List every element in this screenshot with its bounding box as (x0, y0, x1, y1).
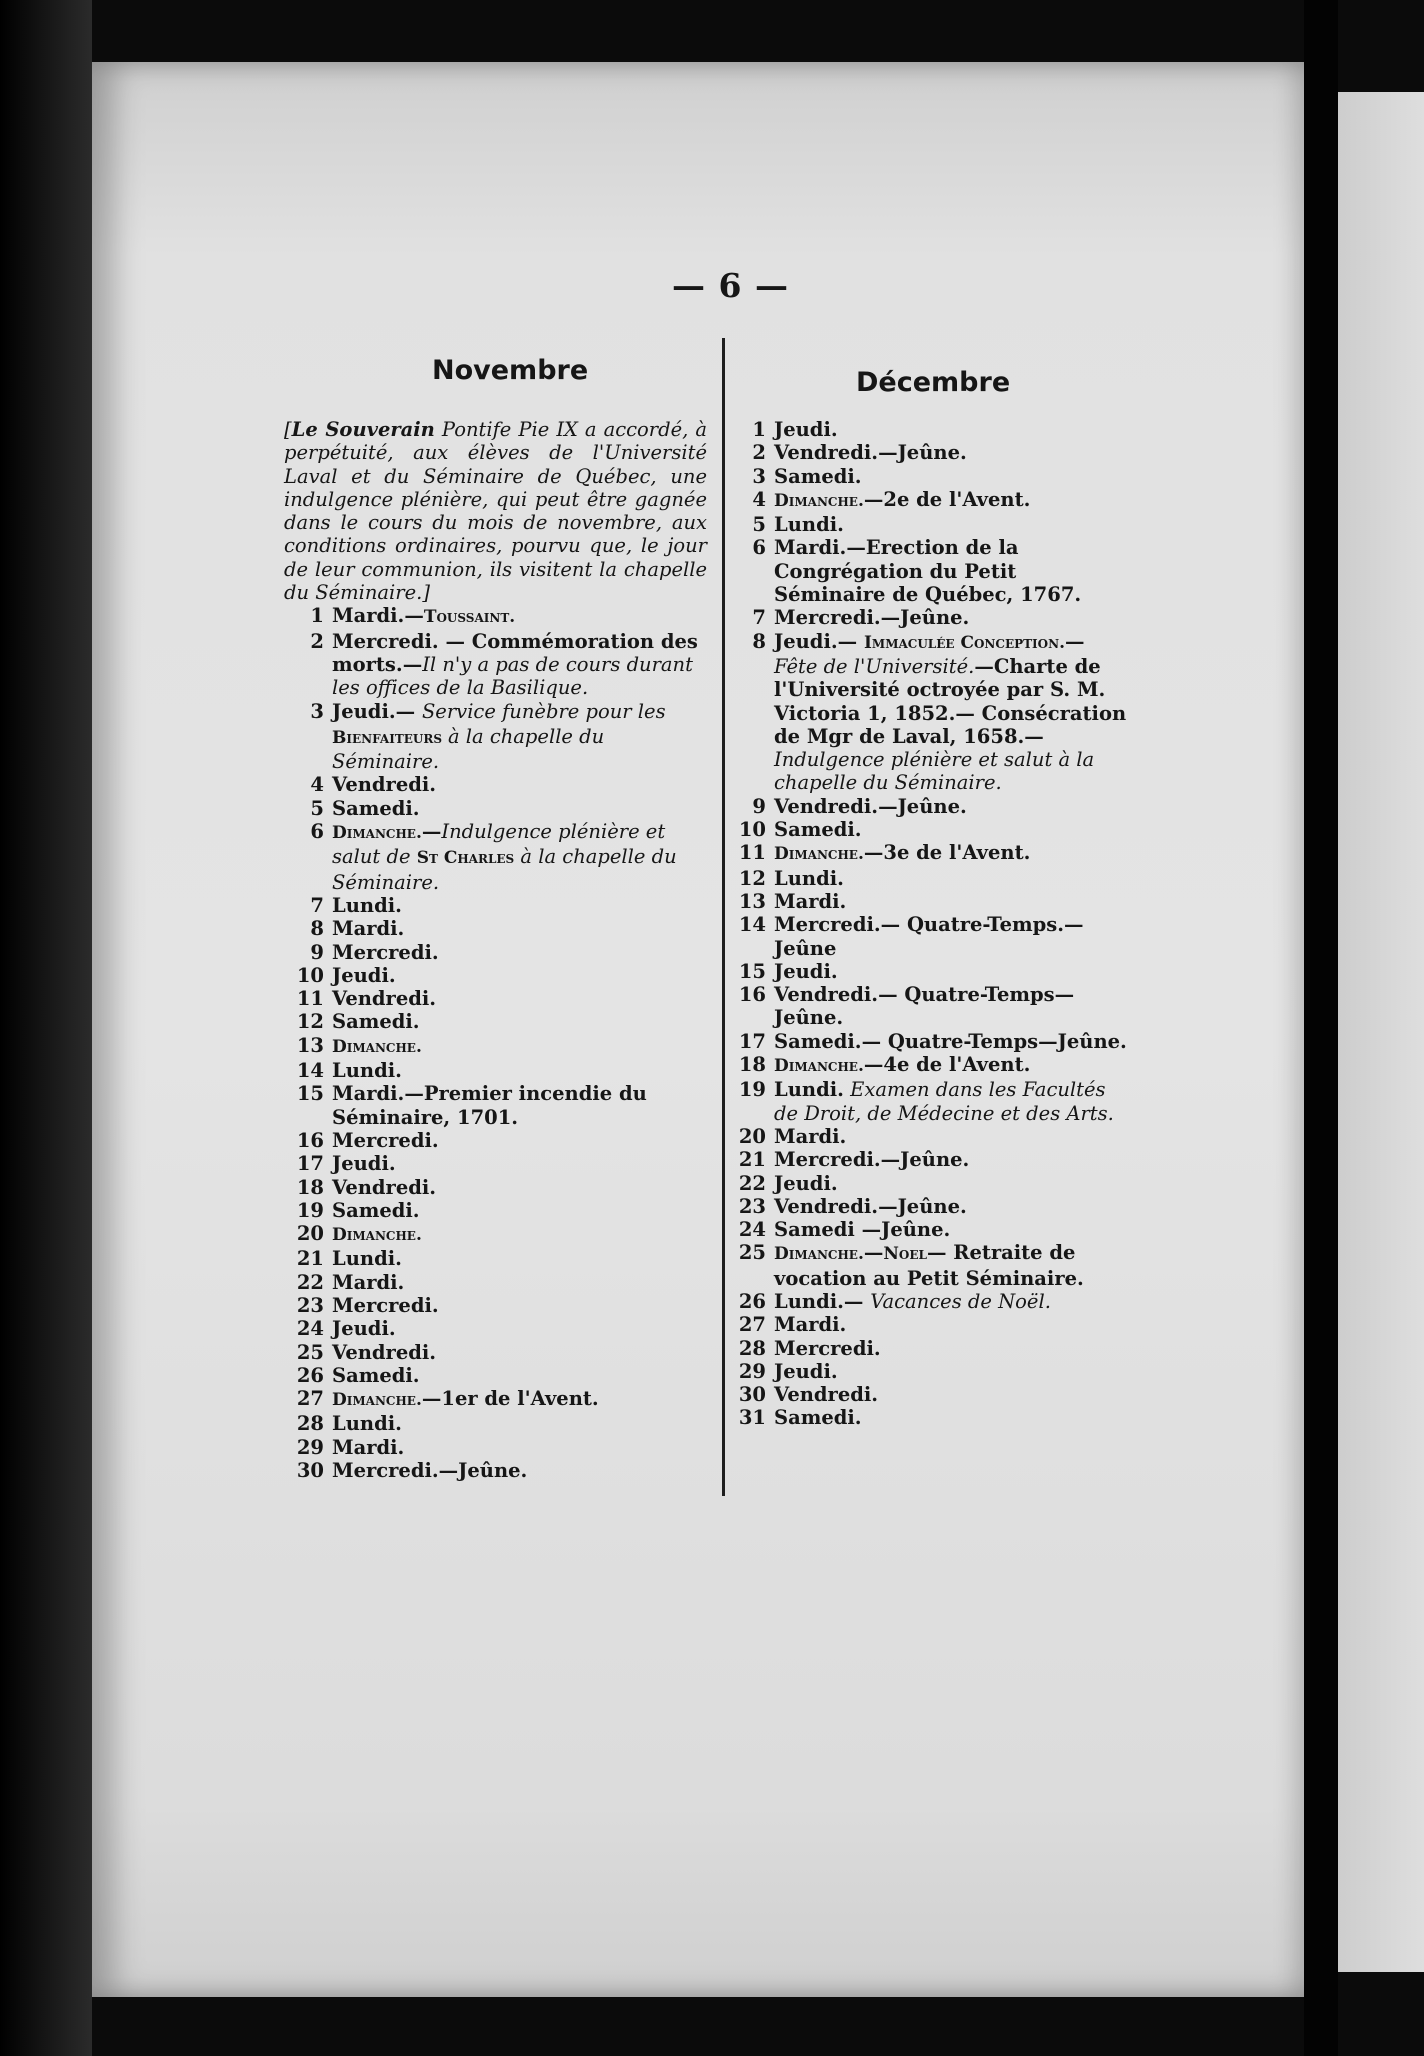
november-day-entry (292, 1364, 707, 1387)
day-number: 15 (296, 1082, 324, 1106)
text-run: — (837, 629, 864, 653)
december-day-entry (734, 630, 1130, 795)
day-number: 17 (738, 1029, 766, 1053)
day-number: 5 (310, 796, 324, 820)
december-day-entry (734, 1125, 1130, 1148)
day-number: 12 (296, 1010, 324, 1034)
text-run: Mercredi. (332, 1128, 439, 1152)
text-run: Examen dans les Facultés de Droit, de Médecine et des Arts. (774, 1078, 1114, 1125)
text-run: Indulgence plénière et salut de (332, 820, 666, 869)
december-day-entry (734, 1148, 1130, 1171)
december-day-entry (734, 960, 1130, 983)
text-run: Jeudi. (332, 699, 396, 723)
day-number: 4 (310, 773, 324, 797)
december-day-entry (734, 1406, 1130, 1429)
november-day-entry (292, 1436, 707, 1459)
december-column (734, 418, 1130, 1430)
text-run: —2e de l'Avent. (863, 487, 1031, 511)
day-number: 22 (738, 1171, 766, 1195)
text-run: Immaculée Conception. (863, 632, 1066, 653)
december-day-entry (734, 465, 1130, 488)
scan-gutter (1304, 0, 1338, 2056)
november-day-entry (292, 604, 707, 629)
page-number: — 6 — (672, 266, 789, 305)
november-day-entry (292, 1294, 707, 1317)
day-number: 25 (738, 1241, 766, 1265)
text-run: Dimanche. (332, 823, 422, 844)
text-run: — Commémoration des morts. (332, 629, 698, 676)
text-run: Jeudi. (774, 418, 838, 441)
november-day-entry (292, 1059, 707, 1082)
december-day-entry (734, 818, 1130, 841)
text-run: —4e de l'Avent. (863, 1053, 1031, 1077)
december-day-entry (734, 867, 1130, 890)
december-day-entry (734, 513, 1130, 536)
text-run: Lundi. (332, 1247, 402, 1271)
text-run: Toussaint. (423, 607, 516, 628)
november-column (284, 418, 708, 1483)
day-number: 21 (738, 1148, 766, 1172)
text-run: —Charte de l'Université octroyée par S. M. Victoria 1, 1852.— Consécration de Mgr de Laval, 1658.— (774, 654, 1127, 748)
text-run: Mercredi. (774, 606, 881, 630)
day-number: 10 (738, 818, 766, 842)
text-run: Lundi. (774, 513, 844, 537)
november-day-entry (292, 1271, 707, 1294)
text-run: Vendredi. (332, 773, 437, 797)
december-day-entry (734, 606, 1130, 629)
day-number: 26 (296, 1363, 324, 1387)
day-number: 18 (296, 1175, 324, 1199)
text-run: Mardi. (774, 1313, 847, 1337)
day-number: 16 (738, 983, 766, 1007)
day-number: 17 (296, 1152, 324, 1176)
november-day-entry (292, 1247, 707, 1270)
text-run: à la chapelle du Séminaire. (332, 845, 677, 894)
day-number: 23 (738, 1194, 766, 1218)
day-number: 11 (296, 987, 324, 1011)
text-run: Fête de l'Université. (774, 654, 975, 678)
text-run: Mercredi. (774, 1336, 881, 1360)
text-run: —3e de l'Avent. (863, 841, 1031, 865)
text-run: —Jeûne. (880, 606, 970, 630)
december-day-entry (734, 1337, 1130, 1360)
text-run: Samedi. (332, 1010, 420, 1034)
december-day-entry (734, 1030, 1130, 1053)
text-run: — (421, 820, 442, 844)
text-run: Vendredi. (774, 1194, 879, 1218)
day-number: 2 (310, 629, 324, 653)
text-run: — Quatre-Temps—Jeûne. (861, 1029, 1127, 1053)
text-run: [ (284, 418, 292, 441)
day-number: 1 (310, 604, 324, 628)
text-run: Mardi. (332, 1082, 405, 1106)
text-run: Samedi. (774, 818, 862, 842)
text-run: Mardi. (332, 604, 405, 628)
day-number: 29 (738, 1359, 766, 1383)
text-run: Samedi. (774, 1406, 862, 1430)
december-day-entry (734, 1360, 1130, 1383)
november-day-entry (292, 1034, 707, 1059)
november-entries (292, 604, 707, 1482)
day-number: 14 (738, 913, 766, 937)
scan-left-edge (0, 0, 92, 2056)
day-number: 11 (738, 841, 766, 865)
text-run: Samedi. (774, 464, 862, 488)
november-day-entry (292, 1199, 707, 1222)
text-run: Service funèbre pour les (421, 699, 666, 723)
day-number: 4 (752, 487, 766, 511)
day-number: 8 (310, 917, 324, 941)
text-run: Lundi. (774, 866, 844, 890)
text-run: Jeudi. (332, 963, 396, 987)
november-day-entry (292, 1341, 707, 1364)
december-day-entry (734, 1053, 1130, 1078)
text-run: Samedi. (332, 1198, 420, 1222)
day-number: 3 (310, 699, 324, 723)
text-run: Vendredi. (332, 1175, 437, 1199)
november-day-entry (292, 987, 707, 1010)
day-number: 28 (296, 1412, 324, 1436)
day-number: 20 (738, 1124, 766, 1148)
text-run: Mercredi. (332, 940, 439, 964)
december-day-entry (734, 1241, 1130, 1290)
text-run: Jeudi. (774, 1359, 838, 1383)
day-number: 16 (296, 1128, 324, 1152)
december-day-entry (734, 488, 1130, 513)
text-run: Vendredi. (774, 1383, 879, 1407)
text-run: Mercredi. (332, 629, 439, 653)
december-day-entry (734, 890, 1130, 913)
text-run: Pontife Pie IX a accordé, à perpétuité, aux élèves de l'Université Laval et du Séminaire de Québec, une indulgence plénière, qui peut être gagnée dans le cours du mois de novembre, aux conditions ordinaires, pourvu que, le jour de leur communion, ils visitent la chapelle du Séminaire.] (284, 418, 708, 605)
november-day-entry (292, 1459, 707, 1482)
day-number: 19 (296, 1198, 324, 1222)
text-run: Lundi. (332, 1059, 402, 1083)
text-run: Lundi. (774, 1078, 844, 1102)
november-day-entry (292, 894, 707, 917)
text-run: Mardi. (774, 1124, 847, 1148)
text-run: Samedi (774, 1218, 855, 1242)
text-run: Jeudi. (774, 1171, 838, 1195)
november-day-entry (292, 1152, 707, 1175)
text-run: — Retraite de vocation au Petit Séminaire. (774, 1241, 1084, 1290)
day-number: 23 (296, 1293, 324, 1317)
december-day-entry (734, 1078, 1130, 1125)
text-run: Vendredi. (332, 1340, 437, 1364)
november-day-entry (292, 941, 707, 964)
november-day-entry (292, 1082, 707, 1129)
text-run: — (1065, 629, 1085, 653)
day-number: 19 (738, 1078, 766, 1102)
text-run: — Quatre-Temps.—Jeûne (774, 913, 1084, 960)
text-run: Lundi. (774, 1289, 844, 1313)
text-run: Vendredi. (774, 441, 879, 465)
text-run: Mardi. (332, 917, 405, 941)
text-run: Lundi. (332, 893, 402, 917)
text-run: Le Souverain (291, 418, 435, 441)
day-number: 31 (738, 1406, 766, 1430)
november-intro-note (284, 418, 707, 604)
november-day-entry (292, 1176, 707, 1199)
day-number: 6 (752, 536, 766, 560)
text-run: Vendredi. (332, 987, 437, 1011)
text-run: à la chapelle du Séminaire. (332, 724, 605, 774)
day-number: 27 (738, 1313, 766, 1337)
text-run: Dimanche. (332, 1390, 422, 1411)
day-number: 14 (296, 1059, 324, 1083)
text-run: Il n'y a pas de cours durant les offices de la Basilique. (332, 652, 693, 700)
text-run: Samedi. (332, 1363, 420, 1387)
text-run: Samedi. (774, 1029, 862, 1053)
text-run: Samedi. (332, 796, 420, 820)
text-run: — (395, 699, 422, 723)
day-number: 7 (752, 606, 766, 630)
day-number: 24 (738, 1218, 766, 1242)
text-run: Bienfaiteurs (332, 727, 448, 748)
day-number: 12 (738, 866, 766, 890)
day-number: 28 (738, 1336, 766, 1360)
december-day-entry (734, 841, 1130, 866)
december-day-entry (734, 1218, 1130, 1241)
december-day-entry (734, 1195, 1130, 1218)
november-day-entry (292, 773, 707, 796)
text-run: —1er de l'Avent. (421, 1387, 599, 1411)
day-number: 2 (752, 441, 766, 465)
text-run: Jeudi. (774, 629, 838, 653)
text-run: —Jeûne. (880, 1148, 970, 1172)
day-number: 15 (738, 959, 766, 983)
text-run: Jeudi. (332, 1152, 396, 1176)
text-run: Mercredi. (774, 913, 881, 937)
december-day-entry (734, 1290, 1130, 1313)
november-day-entry (292, 820, 707, 894)
day-number: 26 (738, 1289, 766, 1313)
day-number: 1 (752, 418, 766, 441)
text-run: Vendredi. (774, 983, 879, 1007)
day-number: 13 (296, 1033, 324, 1057)
text-run: Lundi. (332, 1412, 402, 1436)
text-run: Dimanche. (774, 1056, 864, 1077)
december-day-entry (734, 983, 1130, 1030)
text-run: Dimanche. (774, 844, 864, 865)
text-run: Vendredi. (774, 794, 879, 818)
text-run: Dimanche. (774, 1244, 864, 1265)
day-number: 30 (738, 1383, 766, 1407)
text-run: Mardi. (774, 889, 847, 913)
text-run: — (843, 1289, 871, 1313)
heading-november: Novembre (432, 355, 589, 386)
text-run: Mardi. (774, 536, 847, 560)
text-run: Vacances de Noël. (870, 1289, 1051, 1313)
december-day-entry (734, 418, 1130, 441)
day-number: 20 (296, 1222, 324, 1246)
text-run: Mardi. (332, 1270, 405, 1294)
november-day-entry (292, 1129, 707, 1152)
text-run: St Charles (416, 848, 515, 869)
text-run: —Erection de la Congrégation du Petit Séminaire de Québec, 1767. (774, 536, 1082, 607)
text-run: — (402, 652, 423, 676)
text-run: Jeudi. (774, 959, 838, 983)
text-run: Dimanche. (332, 1225, 422, 1246)
text-run: — Quatre-Temps— Jeûne. (774, 983, 1075, 1030)
november-day-entry (292, 1317, 707, 1340)
november-day-entry (292, 1412, 707, 1435)
day-number: 29 (296, 1435, 324, 1459)
text-run: Jeudi. (332, 1317, 396, 1341)
text-run: Mardi. (332, 1435, 405, 1459)
day-number: 10 (296, 963, 324, 987)
text-run: Mercredi. (774, 1148, 881, 1172)
december-day-entry (734, 913, 1130, 960)
november-day-entry (292, 1010, 707, 1033)
november-day-entry (292, 700, 707, 774)
text-run: Mercredi. (332, 1459, 439, 1483)
text-run: —Premier incendie du Séminaire, 1701. (332, 1082, 647, 1129)
december-day-entry (734, 536, 1130, 606)
day-number: 9 (752, 794, 766, 818)
december-day-entry (734, 1383, 1130, 1406)
text-run: —Jeûne. (878, 1194, 967, 1218)
day-number: 21 (296, 1247, 324, 1271)
text-run: —Jeûne. (878, 441, 967, 465)
facing-page-edge (1338, 92, 1424, 1972)
december-day-entry (734, 1172, 1130, 1195)
day-number: 9 (310, 940, 324, 964)
november-day-entry (292, 917, 707, 940)
text-run: Mercredi. (332, 1293, 439, 1317)
day-number: 6 (310, 820, 324, 844)
day-number: 3 (752, 464, 766, 488)
day-number: 8 (752, 629, 766, 653)
text-run: Dimanche. (332, 1036, 422, 1057)
day-number: 27 (296, 1387, 324, 1411)
december-day-entry (734, 441, 1130, 464)
day-number: 13 (738, 889, 766, 913)
day-number: 7 (310, 893, 324, 917)
column-divider (722, 338, 725, 1496)
december-day-entry (734, 1313, 1130, 1336)
day-number: 25 (296, 1340, 324, 1364)
day-number: 30 (296, 1459, 324, 1483)
december-entries (734, 418, 1130, 1430)
text-run: —Jeûne. (438, 1459, 528, 1483)
text-run: —Jeûne. (854, 1218, 951, 1242)
text-run: Noel (883, 1244, 927, 1265)
heading-december: Décembre (856, 367, 1011, 398)
text-run: Dimanche. (774, 490, 864, 511)
december-day-entry (734, 795, 1130, 818)
text-run: —Jeûne. (878, 794, 967, 818)
day-number: 24 (296, 1317, 324, 1341)
text-run: — (404, 604, 424, 628)
text-run: Indulgence plénière et salut à la chapelle du Séminaire. (774, 748, 1095, 795)
november-day-entry (292, 964, 707, 987)
day-number: 18 (738, 1053, 766, 1077)
text-run: — (863, 1241, 884, 1265)
day-number: 5 (752, 513, 766, 537)
november-day-entry (292, 1222, 707, 1247)
november-day-entry (292, 1387, 707, 1412)
day-number: 22 (296, 1270, 324, 1294)
november-day-entry (292, 630, 707, 700)
november-day-entry (292, 797, 707, 820)
